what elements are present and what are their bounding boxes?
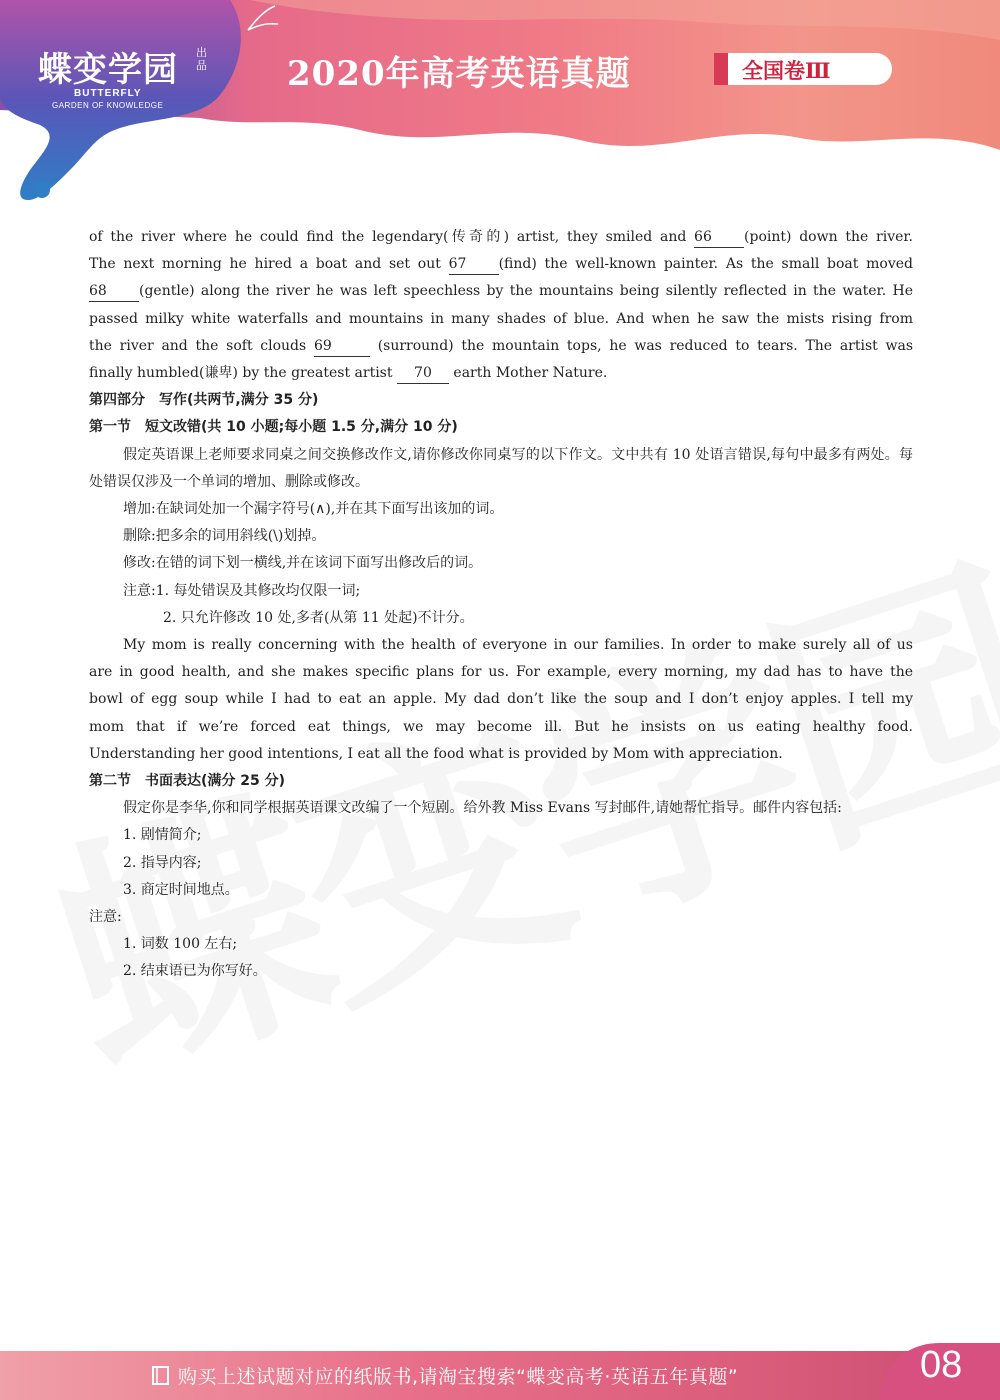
passage-line — [89, 333, 913, 360]
passage-line — [89, 251, 913, 278]
page-number: 08 — [920, 1344, 963, 1386]
passage-text: (surround) the mountain tops, he was reduced to tears. The artist was — [377, 337, 914, 354]
passage-text: finally humbled(谦卑) by the greatest artist — [89, 365, 393, 382]
essay-line: My mom is really concerning with the health of everyone in our families. In order to make surely all of us — [123, 637, 913, 654]
essay-line: are in good health, and she makes specific plans for us. For example, every morning, my dad has to have the — [89, 664, 913, 681]
badge-accent-bar — [714, 53, 728, 85]
essay-line: bowl of egg soup while I had to eat an apple. My dad don’t like the soup and I don’t enjoy apples. I tell my — [89, 691, 913, 708]
book-icon — [152, 1366, 170, 1386]
passage-text: earth Mother Nature. — [453, 365, 608, 382]
paper-badge-label: 全国卷Ⅲ — [742, 58, 831, 83]
logo-en-line1: BUTTERFLY — [74, 88, 142, 99]
essay-line: Understanding her good intentions, I eat all the food what is provided by Mom with appreciation. — [89, 745, 783, 762]
logo-en-line2: GARDEN OF KNOWLEDGE — [52, 101, 164, 110]
blank-70: 70 — [397, 363, 449, 384]
blank-67: 67 — [449, 254, 499, 275]
content-item: 3. 商定时间地点。 — [123, 881, 239, 898]
page-title: 2020年高考英语真题 — [287, 54, 631, 94]
content-item: 2. 指导内容; — [123, 854, 202, 871]
note-1: 注意:1. 每处错误及其修改均仅限一词; — [123, 582, 361, 599]
passage-text: (point) down the river. — [744, 229, 913, 245]
section2-heading: 第二节 书面表达(满分 25 分) — [89, 773, 286, 790]
rule-delete: 删除:把多余的词用斜线(\)划掉。 — [123, 528, 326, 545]
passage-text: (find) the well-known painter. As the small boat moved — [498, 256, 913, 273]
section1-instructions: 假定英语课上老师要求同桌之间交换修改作文,请你修改你同桌写的以下作文。文中共有 10 处语言错误,每句中最多有两处。每处错误仅涉及一个单词的增加、删除或修改。 — [89, 446, 913, 490]
content-item: 1. 剧情简介; — [123, 827, 202, 844]
passage-line — [89, 224, 913, 251]
passage-text: The next morning he hired a boat and set out — [89, 256, 441, 273]
essay-line: mom that if we’re forced eat things, we may become ill. But he insists on us eating healthy food. — [89, 718, 913, 735]
logo-text: 蝶变学园 — [38, 50, 178, 90]
note-label: 注意: — [89, 909, 122, 926]
section1-heading: 第一节 短文改错(共 10 小题;每小题 1.5 分,满分 10 分) — [89, 419, 458, 436]
header-banner — [0, 0, 1000, 215]
note-2: 2. 只允许修改 10 处,多者(从第 11 处起)不计分。 — [163, 609, 474, 626]
note-item: 2. 结束语已为你写好。 — [123, 963, 267, 980]
passage-line: passed milky white waterfalls and mountains in many shades of blue. And when he saw the mists rising from — [89, 310, 913, 327]
part4-heading: 第四部分 写作(共两节,满分 35 分) — [89, 392, 319, 409]
rule-modify: 修改:在错的词下划一横线,并在该词下面写出修改后的词。 — [123, 555, 483, 572]
blank-66: 66 — [694, 227, 744, 248]
page-content — [89, 224, 913, 986]
footer-promo-text: 购买上述试题对应的纸版书,请淘宝搜索“蝶变高考·英语五年真题” — [178, 1366, 739, 1388]
passage-text: the river and the soft clouds — [89, 337, 307, 354]
rule-add: 增加:在缺词处加一个漏字符号(∧),并在其下面写出该加的词。 — [123, 501, 504, 518]
passage-text: (gentle) along the river he was left speechless by the mountains being silently reflected in the water. He — [139, 283, 913, 300]
passage-line — [89, 278, 913, 305]
section2-instructions: 假定你是李华,你和同学根据英语课文改编了一个短剧。给外教 Miss Evans 写封邮件,请她帮忙指导。邮件内容包括: — [123, 800, 842, 817]
passage-text: of the river where he could find the legendary(传奇的) artist, they smiled and — [89, 229, 687, 245]
blank-69: 69 — [314, 336, 370, 357]
logo-chupin: 出品 — [196, 46, 207, 72]
blank-68: 68 — [89, 281, 139, 302]
passage-line — [89, 360, 913, 387]
note-item: 1. 词数 100 左右; — [123, 936, 238, 953]
